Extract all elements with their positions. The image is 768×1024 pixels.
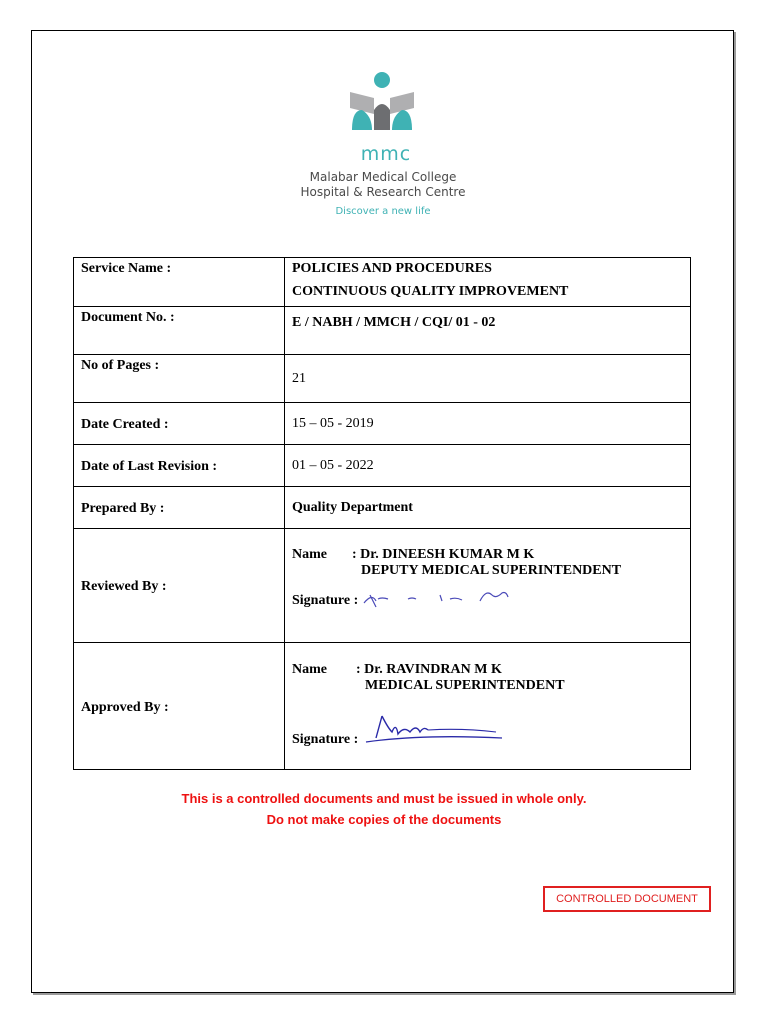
service-label: Service Name :: [74, 258, 285, 307]
approved-signature-icon: [362, 708, 512, 748]
service-value: [285, 258, 691, 307]
approved-title: MEDICAL SUPERINTENDENT: [365, 678, 565, 693]
approved-value: [285, 643, 691, 770]
prepared-label: Prepared By :: [74, 487, 285, 529]
brand-tagline: Discover a new life: [335, 206, 431, 217]
pages-value: 21: [285, 355, 691, 403]
brand-short: mmc: [360, 143, 412, 165]
row-date-last-revision: [74, 445, 691, 487]
reviewed-sig-label: Signature :: [292, 593, 359, 608]
reviewed-value: [285, 529, 691, 643]
brand-name-line2: Hospital & Research Centre: [300, 185, 466, 199]
reviewed-signature-line: [292, 587, 683, 609]
row-date-created: [74, 403, 691, 445]
created-label: Date Created :: [74, 403, 285, 445]
pages-label: No of Pages :: [74, 355, 285, 403]
notice-line1: This is a controlled documents and must be issued in whole only.: [181, 791, 587, 806]
approved-sig-label: Signature :: [292, 732, 359, 747]
notice-line2: Do not make copies of the documents: [266, 812, 502, 827]
brand-name-line1: Malabar Medical College: [309, 170, 457, 184]
created-value: 15 – 05 - 2019: [285, 403, 691, 445]
reviewed-title: DEPUTY MEDICAL SUPERINTENDENT: [361, 563, 622, 578]
document-info-table: [73, 257, 691, 770]
row-reviewed-by: [74, 529, 691, 643]
row-prepared-by: [74, 487, 691, 529]
reviewed-name: : Dr. DINEESH KUMAR M K: [352, 547, 535, 562]
docno-value: E / NABH / MMCH / CQI/ 01 - 02: [285, 307, 691, 355]
service-value-line1: POLICIES AND PROCEDURES: [292, 261, 492, 276]
service-value-line2: CONTINUOUS QUALITY IMPROVEMENT: [292, 284, 569, 299]
reviewed-label: Reviewed By :: [74, 529, 285, 643]
approved-name-key: Name: [292, 662, 327, 677]
row-approved-by: [74, 643, 691, 770]
brand-block: [258, 145, 508, 217]
reviewed-signature-icon: [362, 587, 522, 609]
row-service-name: [74, 258, 691, 307]
approved-signature-line: [292, 708, 683, 748]
revision-label: Date of Last Revision :: [74, 445, 285, 487]
controlled-document-stamp: CONTROLLED DOCUMENT: [543, 886, 711, 912]
row-document-no: [74, 307, 691, 355]
reviewed-name-line: [292, 547, 683, 563]
revision-value: 01 – 05 - 2022: [285, 445, 691, 487]
row-no-of-pages: [74, 355, 691, 403]
docno-label: Document No. :: [74, 307, 285, 355]
approved-name: : Dr. RAVINDRAN M K: [356, 662, 502, 677]
approved-name-line: [292, 662, 683, 678]
approved-label: Approved By :: [74, 643, 285, 770]
reviewed-name-key: Name: [292, 547, 327, 562]
prepared-value: Quality Department: [285, 487, 691, 529]
